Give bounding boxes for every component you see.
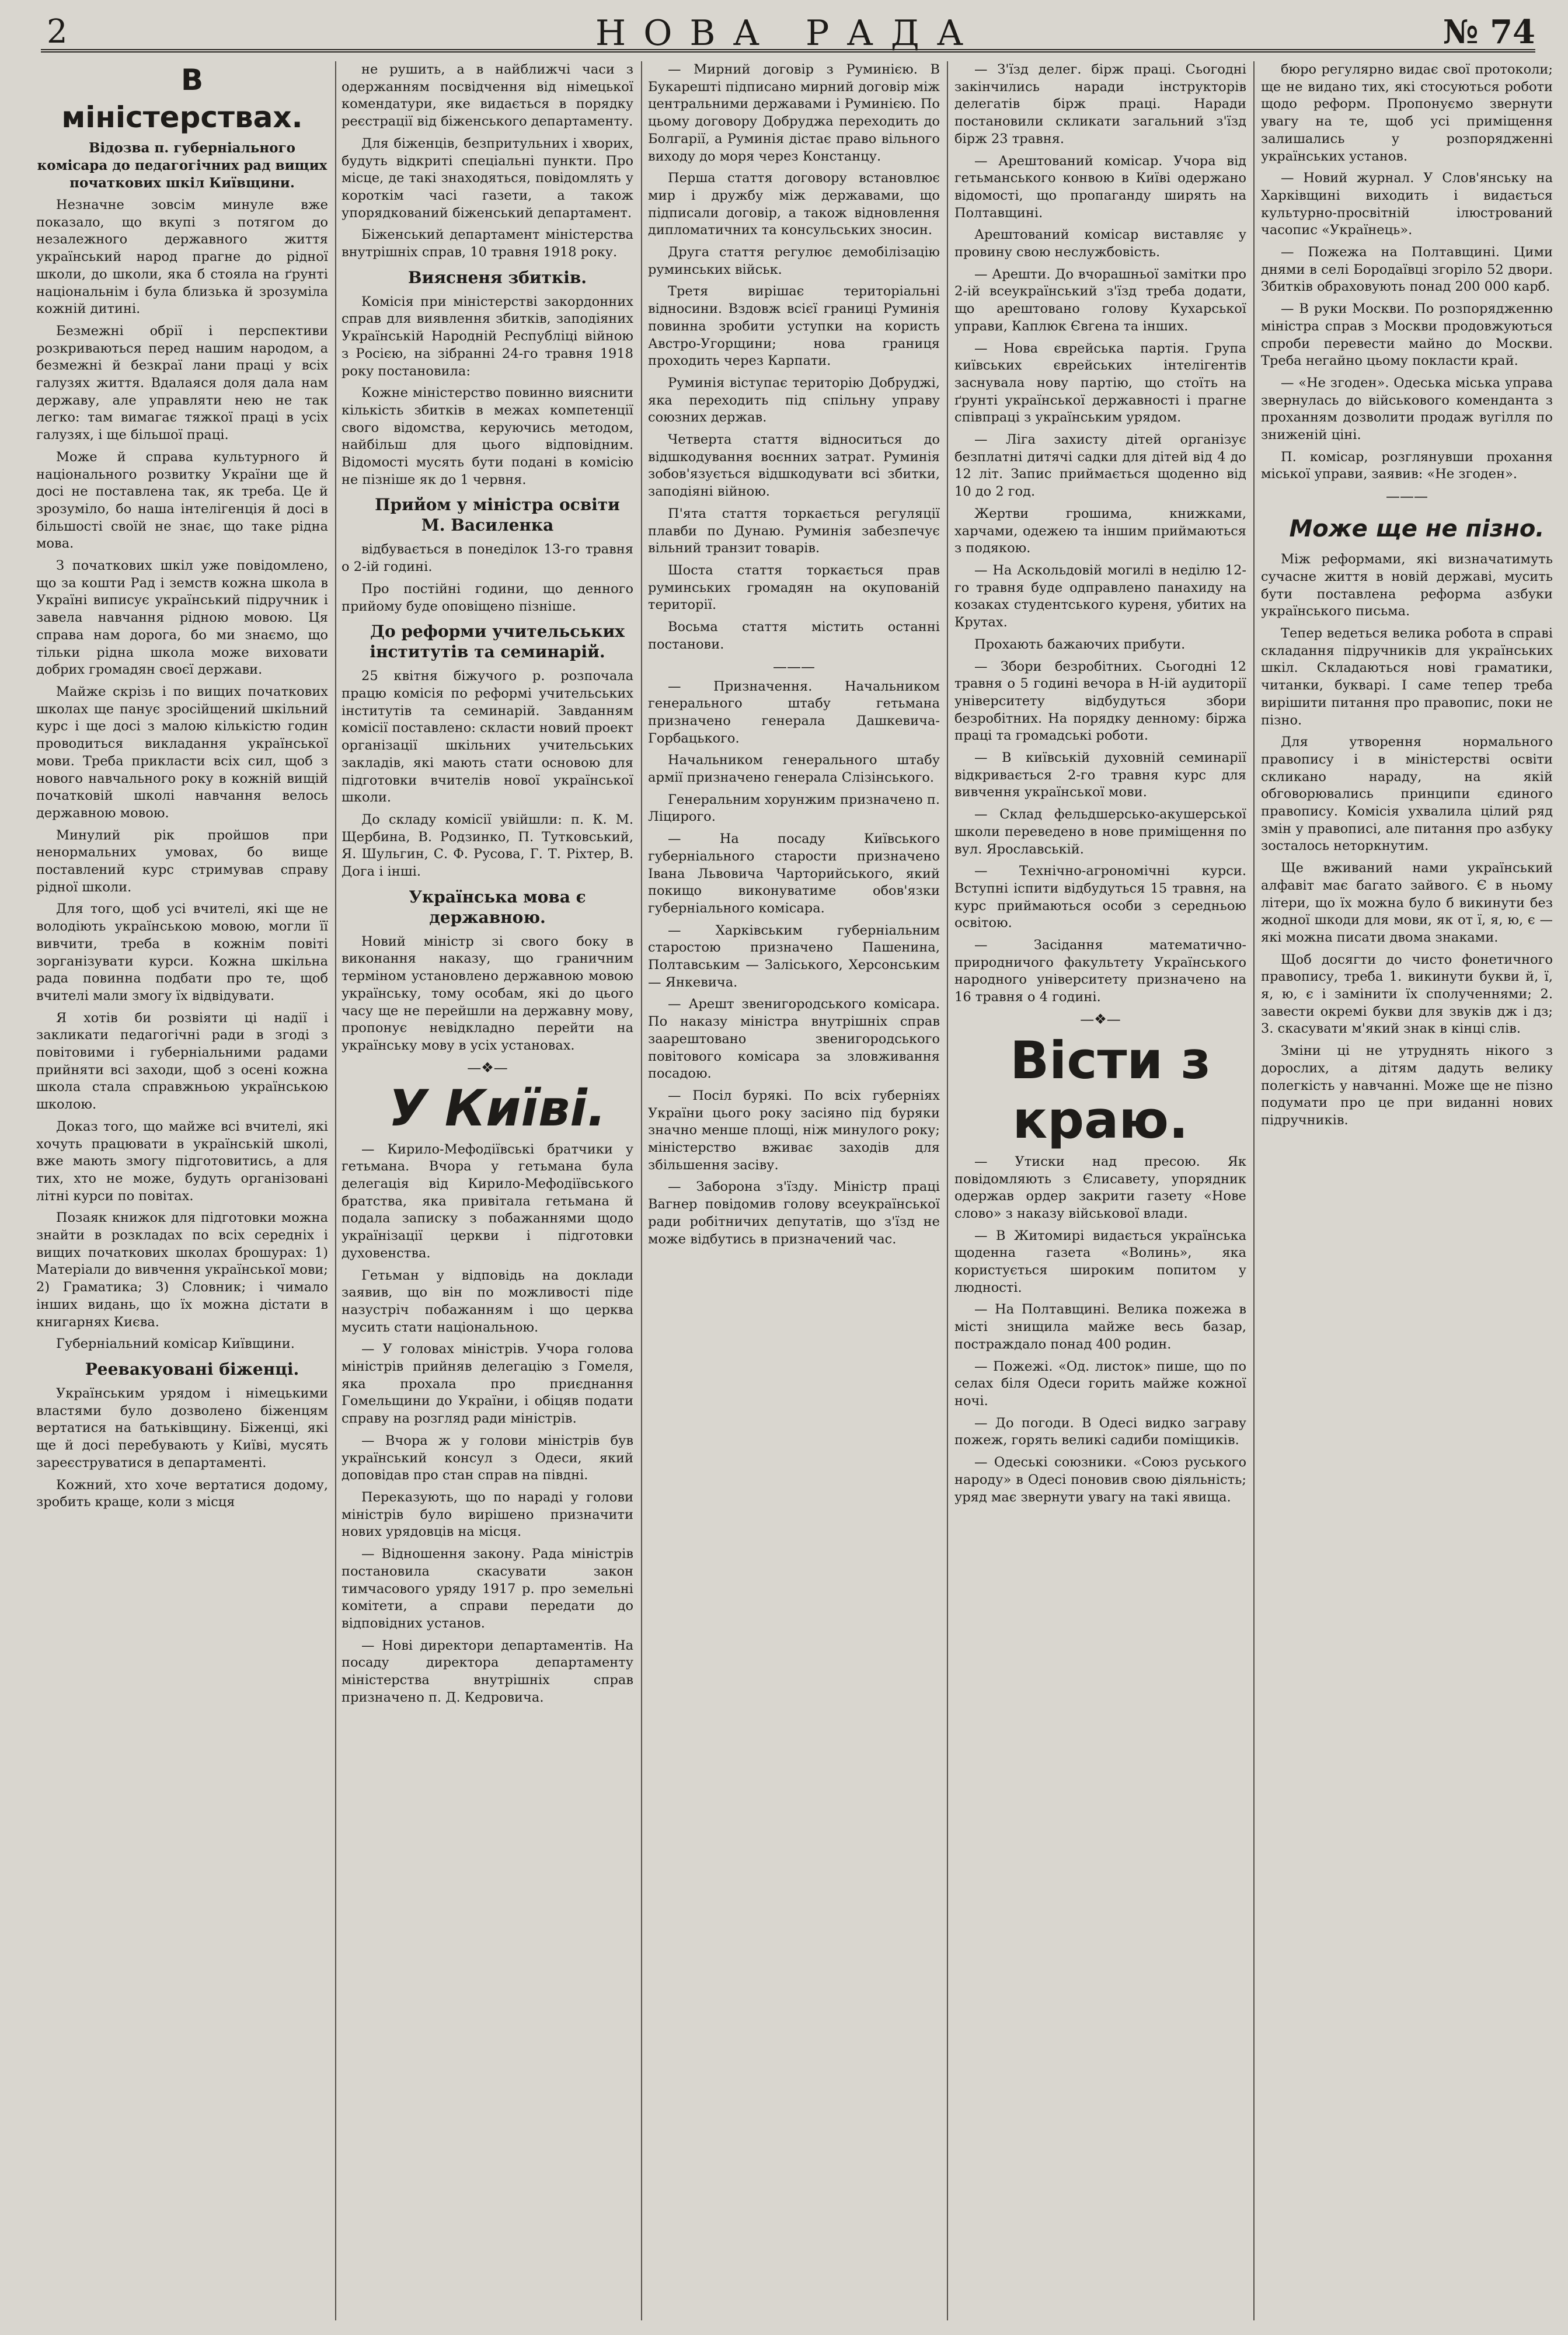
paragraph: — Нова єврейська партія. Група київських єврейських інтелігентів заснувала нову партію, що стоїть на ґрунті української державності і прагне співпраці з українським урядом. [954, 340, 1246, 426]
paragraph: П'ята стаття торкається регуляції плавби по Дунаю. Руминія забезпечує вільний транзит товарів. [648, 506, 940, 556]
paragraph: — Призначення. Начальником генерального штабу гетьмана призначено генерала Дашкевича-Горбацького. [648, 678, 940, 746]
section-title-kyiv: У Київі. [388, 1079, 607, 1138]
paragraph: Тепер ведеться велика робота в справі складання підручників для українських шкіл. Складаються нові граматики, читанки, букварі. І саме тепер треба вирішити питання про правопис, поки не пізно. [1261, 625, 1553, 728]
paragraph: Зміни ці не утруднять нікого з дорослих, а дітям дадуть велику полегкість у навчанні. Може ще не пізно подумати про це при виданні нових підручників. [1261, 1043, 1553, 1128]
heading-reevacuated: Реевакуовані біженці. [85, 1360, 299, 1379]
ornament-divider: —❖— [467, 1059, 508, 1076]
paragraph: Перша стаття договору встановлює мир і дружбу між державами, що підписали договір, а також відновлення дипломатичних та консульських зносин. [648, 170, 940, 238]
paragraph: бюро регулярно видає свої протоколи; ще не видано тих, які стосуються роботи щодо реформ. Пропонуємо звернути увагу на те, щоб усі приміщення залишались у розпорядженні українських установ. [1261, 62, 1553, 164]
paragraph: — Засідання математично-природничого факультету Українського народного університету призначено на 16 травня о 4 годині. [954, 938, 1246, 1005]
paragraph: Майже скрізь і по вищих початкових школах ще панує зросійщений шкільний курс і ще досі з малою кількістю годин проводиться викладання української мови. Треба прикласти всіх сил, щоб з нового навчального року в кожній вищій початковій школі навчання велось державною мовою. [36, 684, 328, 821]
paragraph: Гетьман у відповідь на доклади заявив, що він по можливості піде назустріч побажанням і що церква мусить стати національною. [342, 1267, 633, 1335]
paragraph: — Арешти. До вчорашньої замітки про 2-ій всеукраїнський з'їзд треба додати, що арештовано голову Кухарської управи, Каплюк Євгена та інших. [954, 266, 1246, 334]
paragraph: — Утиски над пресою. Як повідомляють з Єлисавету, упорядник одержав ордер закрити газету «Нове слово» з наказу військової влади. [954, 1153, 1246, 1221]
page-number: 2 [47, 13, 68, 51]
paragraph: Арештований комісар виставляє у провину свою неслужбовість. [954, 227, 1246, 260]
column-1 [36, 61, 328, 2320]
paragraph: 25 квітня біжучого р. розпочала працю комісія по реформі учительських інститутів та семинарій. Завданням комісії поставлено: скласти новий проект організації шкільних учительських закладів, які мають стати основою для підготовки вчителів нової української школи. [342, 668, 633, 806]
paragraph: Безмежні обрії і перспективи розкриваються перед нашим народом, а безмежні й безкраї лани праці у всіх галузях життя. Вдалаяся доля дала нам державу, але управляти нею не так легко: там вимагає тяжкої праці в усіх галузях, і ще більшої праці. [36, 323, 328, 443]
paragraph: Четверта стаття відноситься до відшкодування воєнних затрат. Руминія зобов'язується відшкодувати всі збитки, заподіяні війною. [648, 432, 940, 500]
issue-number: № 74 [1442, 13, 1535, 51]
paragraph: Минулий рік пройшов при ненормальних умовах, бо вище поставлений курс стримував справу рідної школи. [36, 827, 328, 895]
paragraph: Прохають бажаючих прибути. [974, 636, 1186, 652]
paragraph: — Склад фельдшерсько-акушерської школи переведено в нове приміщення по вул. Ярославській. [954, 807, 1246, 857]
paragraph: — В руки Москви. По розпорядженню міністра справ з Москви продовжуються спроби перевести майно до Москви. Треба негайно цьому покласти край. [1261, 301, 1553, 369]
paragraph: Для утворення нормального правопису і в міністерстві освіти скликано нараду, на якій обговорювались принципи єдиного правопису. Комісія ухвалила цілий ряд змін у правописі, але питання про азбуку зосталось неторкнутим. [1261, 734, 1553, 854]
column-rule [641, 61, 642, 2320]
paragraph: — У головах міністрів. Учора голова міністрів прийняв делегацію з Гомеля, яка прохала про приєднання Гомельщини до України, і обіцяв подати справу на розгляд ради міністрів. [342, 1341, 633, 1427]
paragraph: Для біженців, безпритульних і хворих, будуть відкриті спеціальні пункти. Про місце, де такі знаходяться, повідомлять у короткім часі газети, а також упорядкований біженський департамент. [342, 135, 633, 221]
masthead [41, 13, 1535, 53]
paragraph: — Арешт звенигородського комісара. По наказу міністра внутрішніх справ заарештовано звенигородського повітового комісара за зловживання посадою. [648, 996, 940, 1082]
column-5 [1261, 61, 1553, 2320]
ornament-divider: ——— [773, 658, 815, 675]
paragraph: — Арештований комісар. Учора від гетьманського конвою в Київі одержано відомості, що пропаганду ширять на Полтавщині. [954, 153, 1246, 221]
newspaper-title: НОВА РАДА [595, 13, 981, 54]
heading-reception: Прийом у міністра освіти М. Василенка [375, 495, 620, 535]
paragraph: Я хотів би розвіяти ці надії і закликати педагогічні ради в згоді з повітовими і губерніальними радами прийняти всі заходи, щоб з осені кожна школа стала справжньою українською школою. [36, 1010, 328, 1113]
paragraph: Позаяк книжок для підготовки можна знайти в розкладах по всіх середніх і вищих початкових школах брошурах: 1) Матеріали до вивчення української мови; 2) Граматика; 3) Словник; і чимало інших видань, що їх можна дістати в книгарнях Києва. [36, 1210, 328, 1330]
paragraph: До складу комісії увійшли: п. К. М. Щербина, В. Родзинко, П. Тутковський, Я. Шульгин, С. Ф. Русова, Г. Т. Ріхтер, В. Дога і інші. [342, 811, 633, 880]
paragraph: Біженський департамент міністерства внутрішніх справ, 10 травня 1918 року. [342, 227, 633, 260]
heading-losses: Виясненя збитків. [407, 267, 587, 287]
paragraph: — Пожежа на Полтавщині. Цими днями в селі Бородаївці згоріло 52 двори. Збитків обраховують понад 200 000 карб. [1261, 245, 1553, 295]
paragraph: — Вчора ж у голови міністрів був український консул з Одеси, який доповідав про стан справ на півдні. [342, 1433, 633, 1483]
paragraph: Начальником генерального штабу армії призначено генерала Слізінського. [648, 752, 940, 786]
article-title-maybe-not-late: Може ще не пізно. [1289, 515, 1545, 543]
article-subtitle: Відозва п. губерніального комісара до педагогічних рад вищих початкових шкіл Київщини. [37, 140, 327, 191]
paragraph: не рушить, а в найближчі часи з одержанням посвідчення від німецької комендатури, яке видається в порядку реєстрації від біженського департаменту. [342, 62, 633, 130]
paragraph: — Одеські союзники. «Союз руського народу» в Одесі поновив свою діяльність; уряд має звернути увагу на такі явища. [954, 1455, 1246, 1505]
paragraph: — «Не згоден». Одеська міська управа звернулась до військового коменданта з проханням дозволити продаж вугілля по зниженій ціні. [1261, 375, 1553, 443]
paragraph: — Відношення закону. Рада міністрів постановила скасувати закон тимчасового уряду 1917 р. про земельні комітети, а справи передати до відповідних установ. [342, 1546, 633, 1631]
ornament-divider: —❖— [1080, 1010, 1121, 1027]
paragraph: Про постійні години, що денного прийому буде оповіщено пізніше. [342, 581, 633, 614]
column-3 [648, 61, 940, 2320]
paragraph: — Посіл бурякі. По всіх губерніях України цього року засіяно під буряки значно менше площі, ніж минулого року; міністерство вживає заходів для збільшення засіву. [648, 1088, 940, 1173]
paragraph: Переказують, що по нараді у голови міністрів було вирішено призначити нових урядовців на місця. [342, 1490, 633, 1540]
paragraph: — На Полтавщині. Велика пожежа в місті знищила майже весь базар, постраждало понад 400 родин. [954, 1302, 1246, 1352]
section-title-regional-news: Вісти з краю. [1010, 1030, 1211, 1150]
paragraph: — Новий журнал. У Слов'янську на Харківщині виходить і видається культурно-просвітній ілюстрований часопис «Українець». [1261, 170, 1553, 238]
ornament-divider: ——— [1386, 488, 1428, 505]
column-4 [954, 61, 1246, 2320]
paragraph: Друга стаття регулює демобілізацію руминських військ. [648, 245, 940, 277]
paragraph: Комісія при міністерстві закордонних справ для виявлення збитків, заподіяних Українській Народній Республіці війною з Росією, на зібранні 24-го травня 1918 року постановила: [342, 294, 633, 379]
paragraph: — Збори безробітних. Сьогодні 12 травня о 5 годині вечора в Н-ій аудиторії університету відбудуться збори безробітних. На порядку денному: біржа праці та громадські роботи. [954, 658, 1246, 744]
paragraph: — Кирило-Мефодіївські братчики у гетьмана. Вчора у гетьмана була делегація від Кирило-Мефодіївського братства, яка привітала гетьмана й подала записку з побажаннями щодо українізації церкви і підготовки духовенства. [342, 1141, 633, 1261]
paragraph: З початкових шкіл уже повідомлено, що за кошти Рад і земств кожна школа в Україні виписує український підручник і завела навчання рідною мовою. Ця справа нам дорога, бо ми знаємо, що тільки рідна школа може виховати добрих громадян своєї держави. [36, 558, 328, 678]
paragraph: Восьма стаття містить останні постанови. [648, 619, 940, 652]
paragraph: — Заборона з'їзду. Міністр праці Вагнер повідомив голову всеукраїнської ради робітничих депутатів, що з'їзд не може відбутись в призначений час. [648, 1179, 940, 1247]
paragraph: — В київській духовній семинарії відкривається 2-го травня курс для вивчення української мови. [954, 750, 1246, 800]
heading-reform: До реформи учительських інститутів та семинарій. [370, 622, 625, 662]
paragraph: — До погоди. В Одесі видко заграву пожеж, горять великі садиби поміщиків. [954, 1415, 1246, 1448]
section-title-ministries: В міністерствах. [61, 63, 303, 134]
heading-state-language: Українська мова є державною. [409, 887, 586, 927]
paragraph: — Нові директори департаментів. На посаду директора департаменту міністерства внутрішніх справ призначено п. Д. Кедровича. [342, 1637, 633, 1705]
column-rule [1253, 61, 1255, 2320]
paragraph: П. комісар, розглянувши прохання міської управи, заявив: «Не згоден». [1261, 449, 1553, 482]
paragraph: Кожний, хто хоче вертатися додому, зробить краще, коли з місця [36, 1477, 328, 1510]
paragraph: — Ліга захисту дітей організує безплатні дитячі садки для дітей від 4 до 12 літ. Запис приймається щоденно від 10 до 2 год. [954, 432, 1246, 500]
paragraph: — В Житомирі видається українська щоденна газета «Волинь», яка користується широким попитом у людності. [954, 1228, 1246, 1295]
paragraph: Ще вживаний нами український алфавіт має багато зайвого. Є в ньому літери, що їх можна було б викинути без жодної шкоди для мови, як от ї, я, ю, є — які можна писати двома знаками. [1261, 860, 1553, 945]
paragraph: Генеральним хорунжим призначено п. Ліцирого. [648, 792, 940, 825]
paragraph: Незначне зовсім минуле вже показало, що вкупі з потягом до незалежного державного життя український народ прагне до рідної школи, до школи, яка б стояла на ґрунті національнім і була близька й зрозуміла кожній дитині. [36, 197, 328, 317]
paragraph: Губерніальний комісар Київщини. [56, 1336, 295, 1352]
paragraph: — На Аскольдовій могилі в неділю 12-го травня буде одправлено панахиду на козаках студентського куреня, убитих на Крутах. [954, 562, 1246, 630]
paragraph: Для того, щоб усі вчителі, які ще не володіють українською мовою, могли її вивчити, треба в кожнім повіті зорганізувати курси. Кожна шкільна рада повинна подбати про те, щоб вчителі мали змогу їх відвідувати. [36, 901, 328, 1003]
paragraph: — Пожежі. «Од. листок» пише, що по селах біля Одеси горить майже кожної ночі. [954, 1358, 1246, 1409]
column-2 [342, 61, 633, 2320]
paragraph: Українським урядом і німецькими властями було дозволено біженцям вертатися на батьківщину. Біженці, які ще й досі перебувають у Київі, мусять зареєструватися в департаменті. [36, 1386, 328, 1470]
paragraph: Кожне міністерство повинно вияснити кількість збитків в межах компетенції свого відомства, керуючись методом, найбільш для цього відповідним. Відомості мусять бути подані в комісію не пізніше як до 1 червня. [342, 385, 633, 487]
paragraph: Між реформами, які визначатимуть сучасне життя в новій державі, мусить бути поставлена реформа азбуки українського письма. [1261, 552, 1553, 619]
paragraph: Третя вирішає територіальні відносини. Вздовж всієї границі Руминія повинна зробити уступки на користь Австро-Угорщини; нова границя проходить через Карпати. [648, 284, 940, 369]
paragraph: — На посаду Київського губерніального старости призначено Івана Львовича Чарторийського, який покищо виконуватиме обов'язки губерніального комісара. [648, 831, 940, 916]
paragraph: Новий міністр зі свого боку в виконання наказу, що граничним терміном установлено державною мовою українську, тому особам, які до цього часу ще не перейшли на державну мову, пропонує невідкладно перейти на українську мову в усіх установах. [342, 933, 633, 1053]
column-rule [947, 61, 948, 2320]
paragraph: — Харківським губерніальним старостою призначено Пашенина, Полтавським — Заліського, Херсонським — Янкевича. [648, 922, 940, 990]
paragraph: — Мирний договір з Руминією. В Букарешті підписано мирний договір між центральними державами і Руминією. По цьому договору Добруджа переходить до Болгарії, а Руминія дістає право вільного виходу до моря через Констанцу. [648, 62, 940, 164]
paragraph: — Технічно-агрономічні курси. Вступні іспити відбудуться 15 травня, на курс приймаються особи з середньою освітою. [954, 863, 1246, 931]
paragraph: Шоста стаття торкається прав руминських громадян на окупованій території. [648, 562, 940, 613]
paragraph: Доказ того, що майже всі вчителі, які хочуть працювати в українській школі, вже мають змогу підготовитись, а для тих, хто не може, будуть організовані літні курси по повітах. [36, 1118, 328, 1204]
paragraph: Може й справа культурного й національного розвитку України ще й досі не поставлена так, як треба. Це й зрозуміло, бо наша інтелігенція й досі в більшості своїй не знає, що таке рідна мова. [36, 449, 328, 552]
column-rule [335, 61, 336, 2320]
paragraph: Щоб досягти до чисто фонетичного правопису, треба 1. викинути букви й, ї, я, ю, є і замінити їх сполученнями; 2. завести окремі букви для звуків дж і дз; 3. скасувати м'який знак в кінці слів. [1261, 952, 1553, 1037]
paragraph: відбувається в понеділок 13-го травня о 2-ій годині. [342, 542, 633, 575]
paragraph: — З'їзд делег. бірж праці. Сьогодні закінчились наради інструкторів делегатів бірж праці. Наради постановили скликати загальний з'їзд бірж 23 травня. [954, 62, 1246, 147]
paragraph: Жертви грошима, книжками, харчами, одежею та іншим приймаються з подякою. [954, 506, 1246, 556]
paragraph: Руминія віступає територію Добруджі, яка переходить під спільну управу союзних держав. [648, 375, 940, 426]
